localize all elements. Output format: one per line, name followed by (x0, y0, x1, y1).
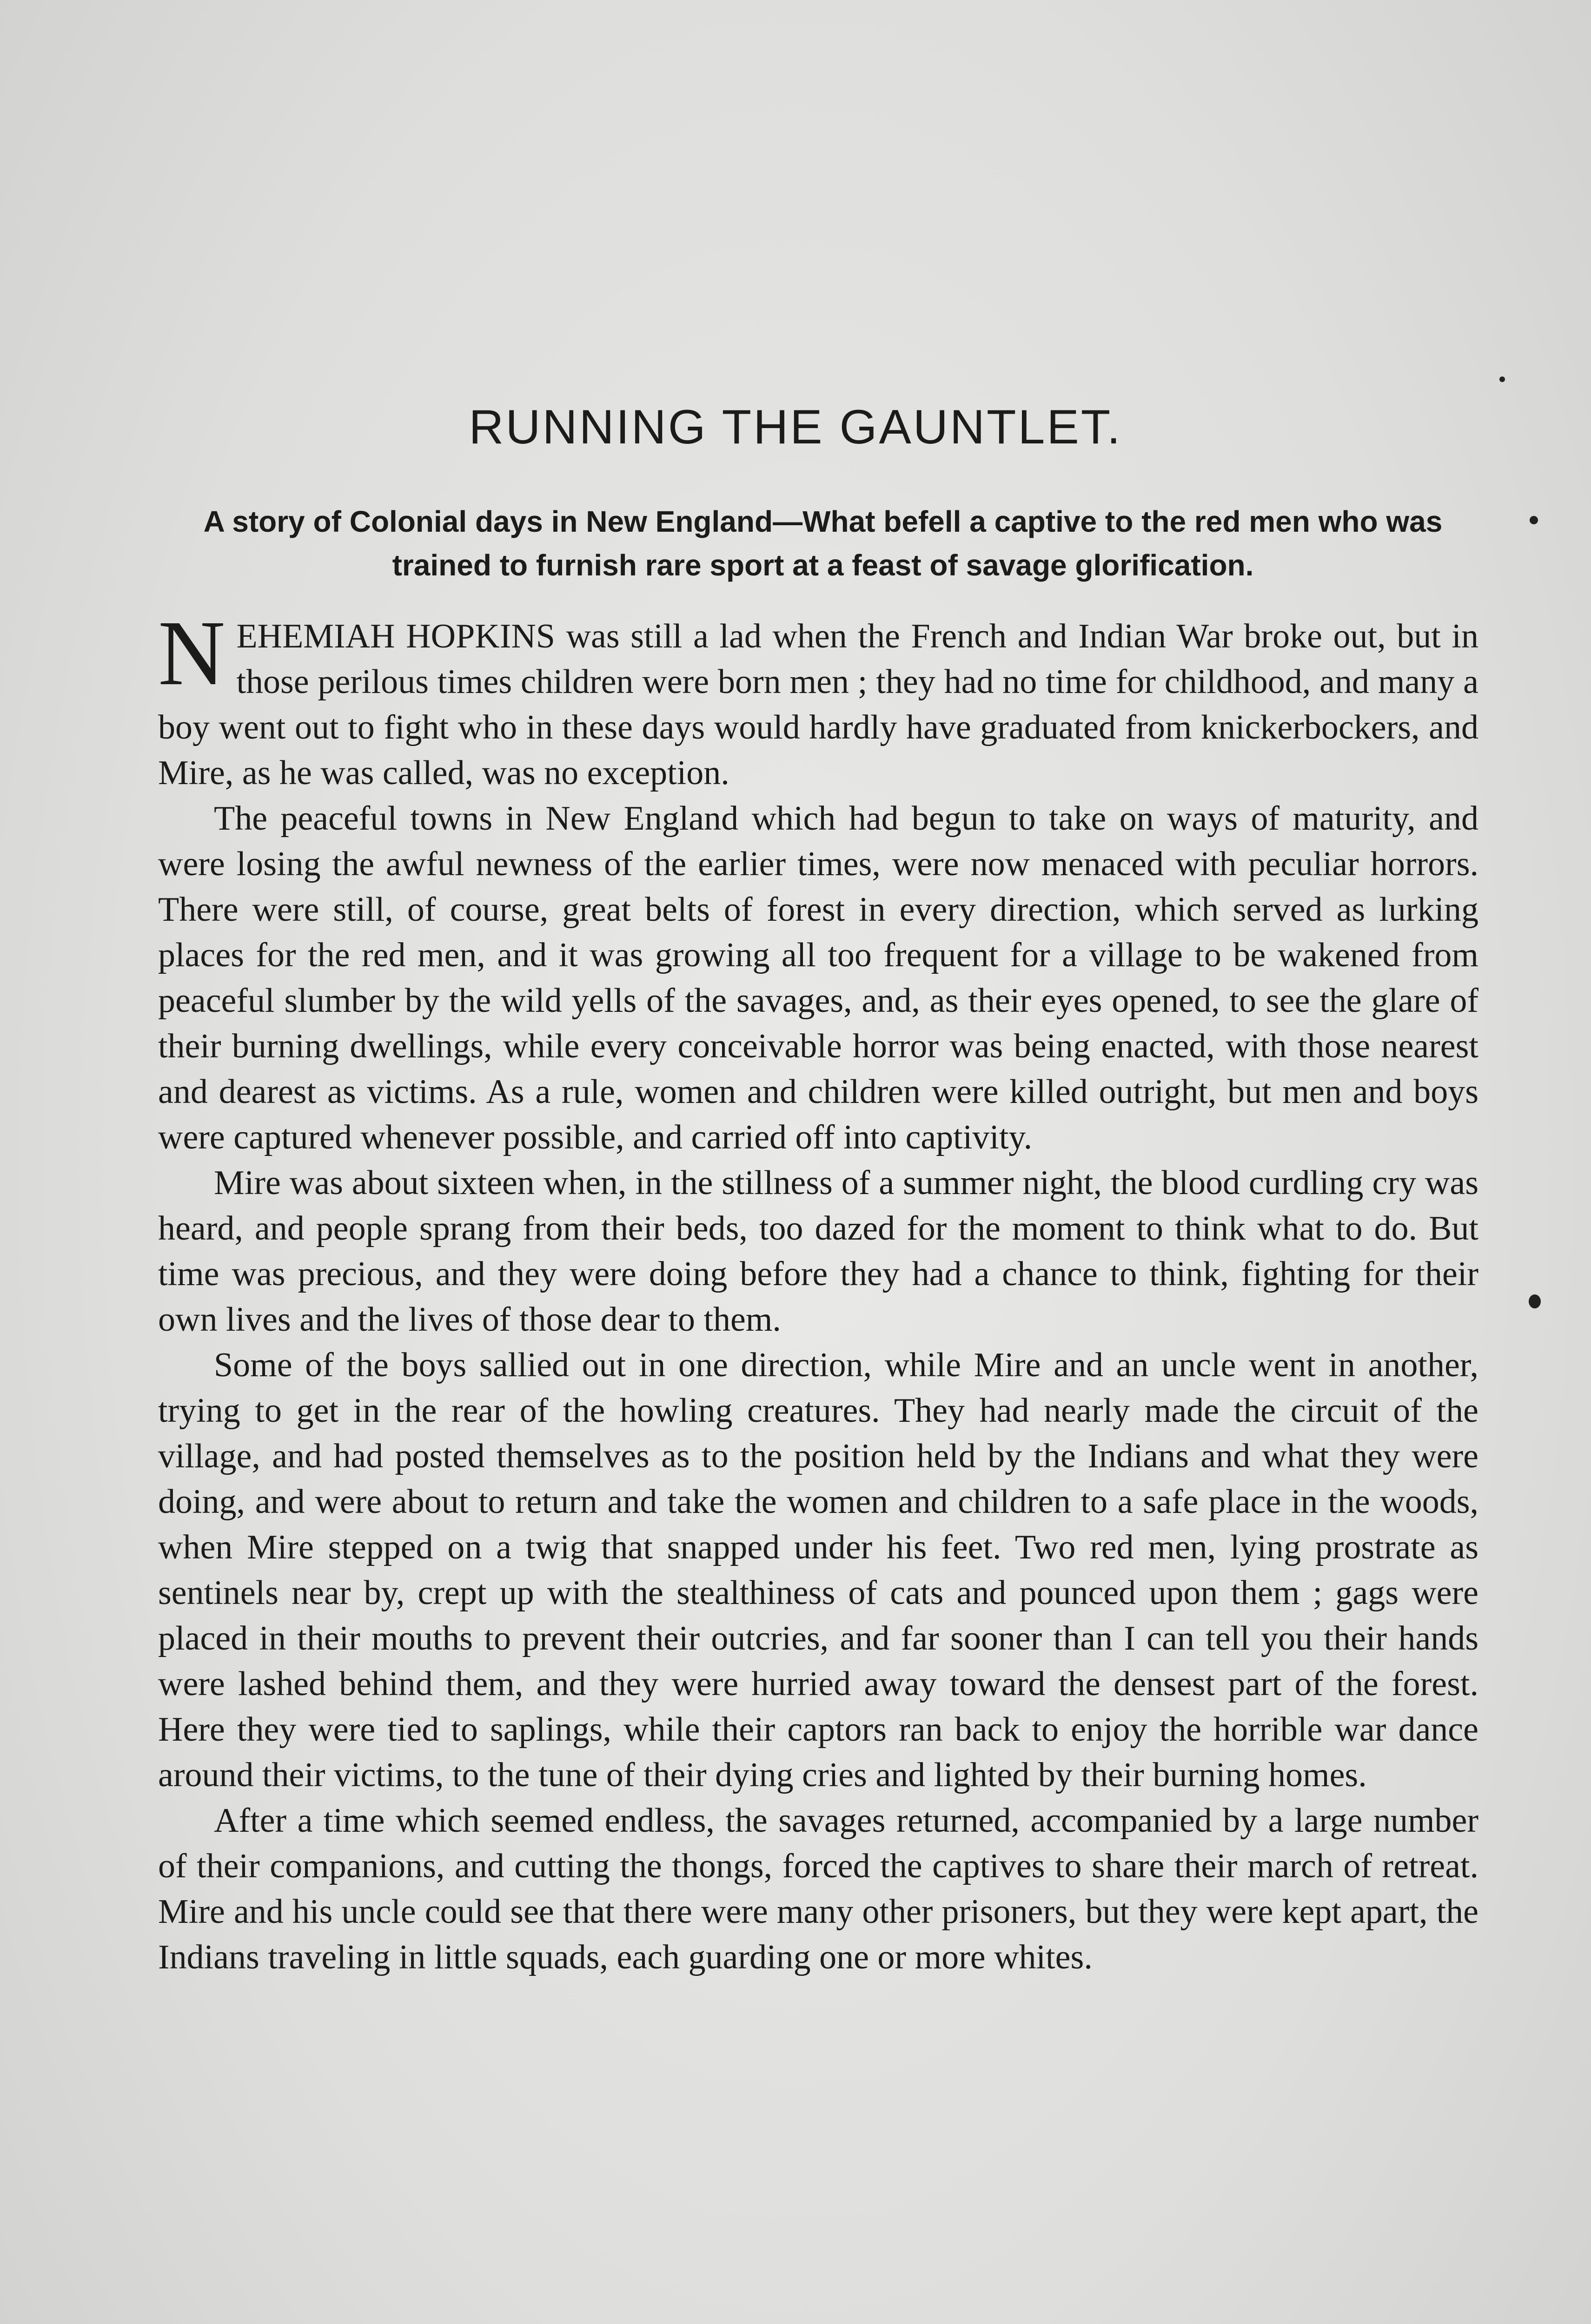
paragraph-5: After a time which seemed endless, the savages returned, accompanied by a large number of their companions, and cutting the thongs, forced the captives to share their march of retreat. Mire and his uncle could see that there were many other prisoners, but they were kept apart, the Indians traveling in little squads, each guarding one or more whites. (158, 1802, 1478, 1976)
paragraph-1 (158, 602, 1478, 796)
paragraph-3: Mire was about sixteen when, in the stillness of a summer night, the blood curdling cry was heard, and people sprang from their beds, too dazed for the moment to think what to do. But time was precious, and they were doing before they had a chance to think, fighting for their own lives and the lives of those dear to them. (158, 1164, 1478, 1339)
paragraph-2: The peaceful towns in New England which had begun to take on ways of maturity, and were losing the awful newness of the earlier times, were now menaced with peculiar horrors. There were still, of course, great belts of forest in every direction, which served as lurking places for the red men, and it was growing all too frequent for a village to be wakened from peaceful slumber by the wild yells of the savages, and, as their eyes opened, to see the glare of their burning dwellings, while every conceivable horror was being enacted, with those nearest and dearest as victims. As a rule, women and children were killed outright, but men and boys were captured whenever possible, and carried off into captivity. (158, 799, 1478, 1156)
article-subtitle: A story of Colonial days in New England—What befell a captive to the red men who was trained to furnish rare sport at a feast of savage glorification. (203, 505, 1443, 582)
paragraph-4: Some of the boys sallied out in one direction, while Mire and an uncle went in another, trying to get in the rear of the howling creatures. They had nearly made the circuit of the village, and had posted themselves as to the position held by the Indians and what they were doing, and were about to return and take the women and children to a safe place in the woods, when Mire stepped on a twig that snapped under his feet. Two red men, lying prostrate as sentinels near by, crept up with the stealthiness of cats and pounced upon them ; gags were placed in their mouths to prevent their outcries, and far sooner than I can tell you their hands were lashed behind them, and they were hurried away toward the densest part of the forest. Here they were tied to saplings, while their captors ran back to enjoy the horrible war dance around their victims, to the tune of their dying cries and lighted by their burning homes. (158, 1346, 1478, 1794)
print-speck (1530, 516, 1538, 524)
print-speck (1499, 376, 1505, 382)
article-title: RUNNING THE GAUNTLET. (469, 400, 1122, 454)
paragraph-1-text: EHEMIAH HOPKINS was still a lad when the French and Indian War broke out, but in those perilous times children were born men ; they had no time for childhood, and many a boy went out to fight who in these days would hardly have graduated from knickerbockers, and Mire, as he was called, was no exception. (158, 617, 1478, 792)
drop-cap: N (158, 602, 225, 705)
article-body (158, 602, 1478, 1980)
print-speck (1529, 1294, 1541, 1308)
